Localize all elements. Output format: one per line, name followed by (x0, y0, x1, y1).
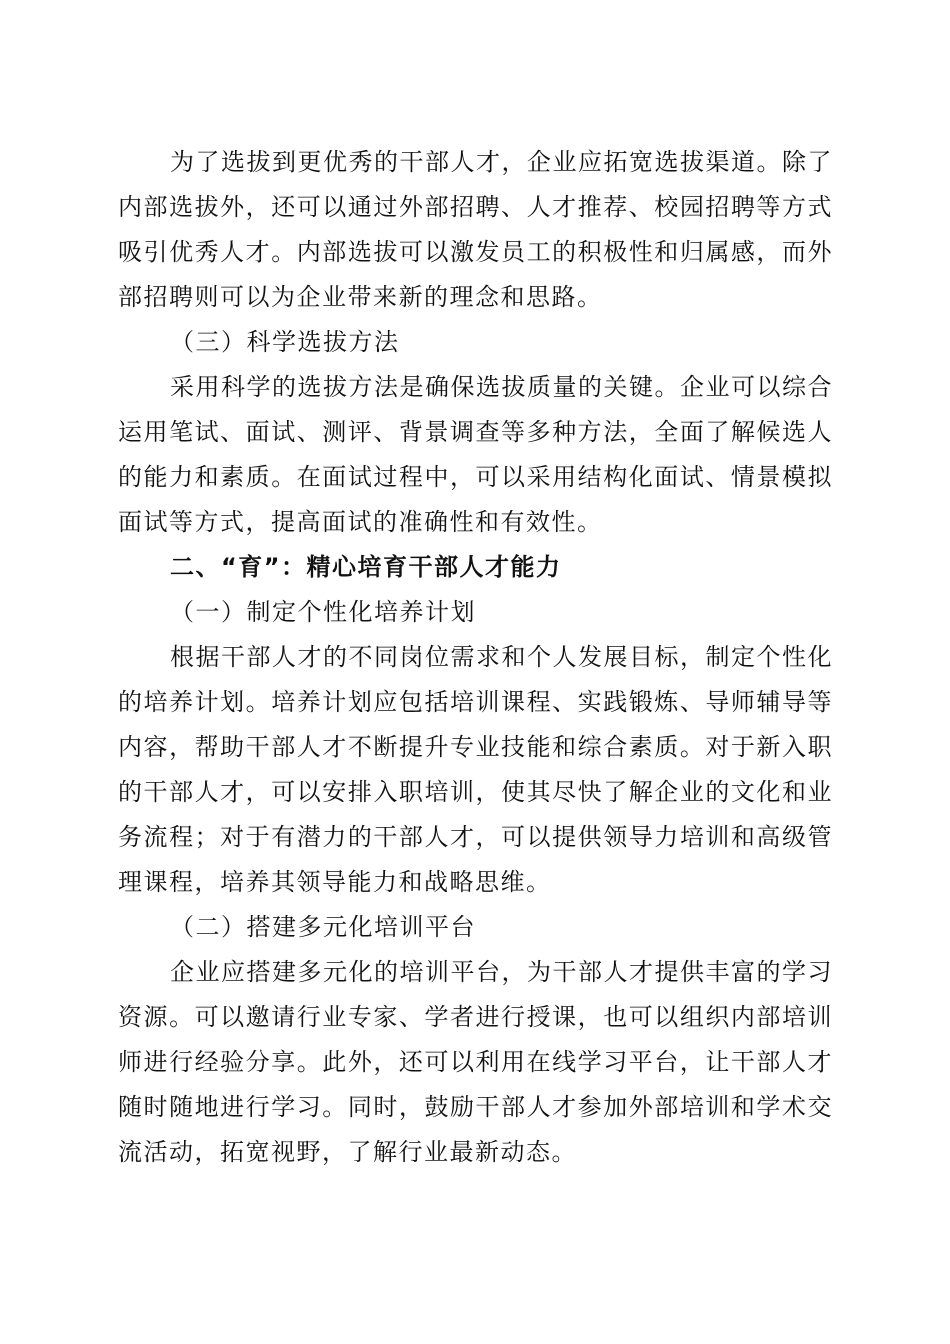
paragraph-scientific-methods: 采用科学的选拔方法是确保选拔质量的关键。企业可以综合运用笔试、面试、测评、背景调查等多种方法，全面了解候选人的能力和素质。在面试过程中，可以采用结构化面试、情景模拟面试等方式，提高面试的准确性和有效性。 (118, 373, 833, 536)
subheading-scientific-methods: （三）科学选拔方法 (170, 328, 400, 356)
paragraph-personalized-plan: 根据干部人才的不同岗位需求和个人发展目标，制定个性化的培养计划。培养计划应包括培训课程、实践锻炼、导师辅导等内容，帮助干部人才不断提升专业技能和综合素质。对于新入职的干部人才，可以安排入职培训，使其尽快了解企业的文化和业务流程；对于有潜力的干部人才，可以提供领导力培训和高级管理课程，培养其领导能力和战略思维。 (118, 643, 833, 896)
subheading-personalized-plan: （一）制定个性化培养计划 (170, 598, 476, 626)
document-body (118, 140, 833, 1175)
section-heading-cultivate: 二、“育”：精心培育干部人才能力 (170, 553, 562, 581)
subheading-training-platform: （二）搭建多元化培训平台 (170, 913, 476, 941)
paragraph-training-platform: 企业应搭建多元化的培训平台，为干部人才提供丰富的学习资源。可以邀请行业专家、学者进行授课，也可以组织内部培训师进行经验分享。此外，还可以利用在线学习平台，让干部人才随时随地进行学习。同时，鼓励干部人才参加外部培训和学术交流活动，拓宽视野，了解行业最新动态。 (118, 958, 833, 1166)
paragraph-broaden-channels: 为了选拔到更优秀的干部人才，企业应拓宽选拔渠道。除了内部选拔外，还可以通过外部招聘、人才推荐、校园招聘等方式吸引优秀人才。内部选拔可以激发员工的积极性和归属感，而外部招聘则可以为企业带来新的理念和思路。 (118, 148, 833, 311)
